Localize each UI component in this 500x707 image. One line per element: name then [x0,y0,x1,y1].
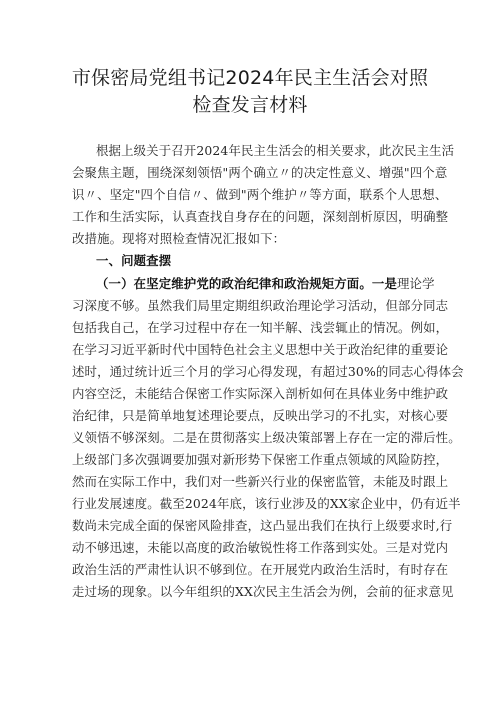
subsection-heading-line [96,276,466,292]
body-line: 义领悟不够深刻。二是在贯彻落实上级决策部署上存在一定的滞后性。 [72,430,461,445]
intro-paragraph-line: 工作和生活实际，认真查找自身存在的问题，深刻剖析原因，明确整 [72,209,449,224]
intro-paragraph-line: 会聚焦主题，围绕深刻领悟"两个确立〃的决定性意义、增强"四个意 [72,165,448,180]
body-line: 包括我自己，在学习过程中存在一知半解、浅尝辄止的情况。例如， [72,320,449,335]
body-line: 动不够迅速，未能以高度的政治敏锐性将工作落到实处。三是对党内 [72,540,449,555]
point-text-start: 理论学 [397,276,435,291]
body-line: 行业发展速度。截至2024年底，该行业涉及的XX家企业中，仍有近半 [72,496,461,511]
body-line: 走过场的现象。以今年组织的XX次民主生活会为例，会前的征求意见 [72,584,454,599]
body-line: 然而在实际工作中，我们对一些新兴行业的保密监管，未能及时跟上 [72,474,449,489]
subsection-heading: （一）在坚定维护党的政治纪律和政治规矩方面。 [96,276,372,291]
body-line: 在学习习近平新时代中国特色社会主义思想中关于政治纪律的重要论 [72,342,449,357]
body-line: 治纪律，只是简单地复述理论要点，反映出学习的不扎实，对核心要 [72,408,449,423]
document-title-line-2: 检查发言材料 [192,94,308,116]
intro-paragraph-line: 根据上级关于召开2024年民主生活会的相关要求，此次民主生活 [96,143,455,158]
body-line: 政治生活的严肃性认识不够到位。在开展党内政治生活时，有时存在 [72,562,449,577]
body-line: 习深度不够。虽然我们局里定期组织政治理论学习活动，但部分同志 [72,298,449,313]
body-line: 上级部门多次强调要加强对新形势下保密工作重点领域的风险防控， [72,452,449,467]
body-line: 数尚未完成全面的保密风险排查，这凸显出我们在执行上级要求时,行 [72,518,453,533]
section-heading: 一、问题查摆 [96,253,172,268]
document-title-line-1: 市保密局党组书记2024年民主生活会对照 [71,67,429,89]
point-label: 一是 [371,276,397,291]
body-line: 内容空泛，未能结合保密工作实际深入剖析如何在具体业务中维护政 [72,386,449,401]
intro-paragraph-line: 改措施。现将对照检查情况汇报如下： [72,231,286,246]
body-line: 述时，通过统计近三个月的学习心得发现，有超过30%的同志心得体会 [72,364,464,379]
intro-paragraph-line: 识〃、坚定"四个自信〃、做到"两个维护〃等方面，联系个人思想、 [72,187,448,202]
